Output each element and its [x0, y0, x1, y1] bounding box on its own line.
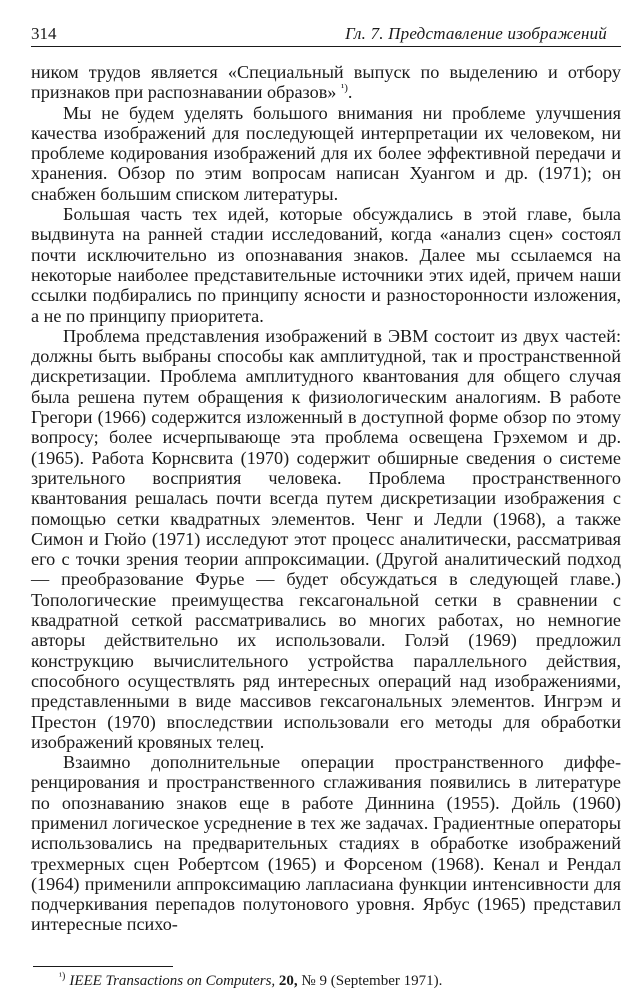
book-page	[31, 18, 621, 989]
paragraph-1	[31, 62, 621, 103]
paragraph-4: Проблема представления изображений в ЭВМ состоит из двух частей: должны быть выбраны способы как амплитудной, так и пространственной дискретизации. Проблема амплитудного квантования для общего случая была решена путем обращения к физиологическим аналогиям. В работе Грегори (1966) содержится изложенный в доступной форме обзор по этому вопросу; более исчерпывающе эта проблема освещена Грэхемом и др. (1965). Работа Корнсвита (1970) содержит обширные сведения о системе зрительного восприятия человека. Проблема пространственного квантования решалась почти всегда путем дискретизации изображения с помощью сетки квадратных элементов. Ченг и Ледли (1968), а также Симон и Гюйо (1971) исследуют этот процесс аналитически, рассматривая его с точки зрения теории аппроксимации. (Другой аналитический подход — преобразование Фурье — будет обсуждаться в следующей главе.) Топологические преимущества гексагональной сетки в сравнении с квадратной сеткой рассматривались во многих работах, но немногие авторы действительно их использовали. Голэй (1969) предложил конструкцию вычислительного устройства параллельного действия, способного осуществлять ряд интересных операций над изображениями, представленными в виде массивов гексагональных элементов. Ингрэм и Престон (1970) впоследствии использовали его методы для обработки изображений кровяных телец.	[31, 325, 621, 752]
header-rule	[31, 46, 621, 47]
paragraph-2: Мы не будем уделять большого внимания ни проблеме улучшения качества изображений для последующей интерпретации их человеком, ни проблеме кодирования изображений для их более эффективной передачи и хранения. Обзор по этим вопросам написан Хуангом и др. (1971); он снабжен большим списком литературы.	[31, 102, 621, 204]
paragraph-5: Взаимно дополнительные операции пространственного дифференцирования и пространственного сглаживания появились в литературе по опознаванию знаков еще в работе Диннина (1955). Дойль (1960) применил логическое усреднение в тех же задачах. Градиентные операторы использовались на предварительных стадиях в обработке изображений трехмерных сцен Робертсом (1965) и Форсеном (1968). Кенал и Рендал (1964) применили аппроксимацию лапласиана функции интенсивности для подчеркивания перепадов полутонового уровня. Ярбус (1965) представил интересные психо-	[31, 752, 621, 935]
footnote-journal: IEEE Transactions on Computers,	[69, 973, 276, 989]
paragraph-1-text: ником трудов является «Специальный выпуск по выделению и отбору признаков при распознавании образов»	[31, 62, 621, 103]
footnote-issue: № 9 (September 1971).	[301, 973, 443, 989]
footnote-rule	[33, 966, 173, 967]
body-text	[31, 62, 621, 935]
page-header	[31, 18, 621, 43]
footnote-mark: ¹)	[59, 971, 66, 982]
footnote	[59, 972, 442, 990]
paragraph-3: Большая часть тех идей, которые обсуждались в этой главе, была выдвинута на ранней стадии исследований, когда «анализ сцен» состоял почти исключительно из опознавания знаков. Далее мы ссылаемся на некоторые наиболее представительные источники этих идей, причем наши ссылки подбирались по принципу ясности и разносторонности изложения, а не по принципу приоритета.	[31, 204, 621, 326]
paragraph-1-end: .	[347, 82, 353, 103]
page-number: 314	[31, 24, 57, 43]
footnote-ref-1[interactable]: ¹)	[340, 82, 348, 95]
running-head: Гл. 7. Представление изображений	[345, 24, 607, 43]
footnote-volume: 20,	[278, 973, 298, 989]
